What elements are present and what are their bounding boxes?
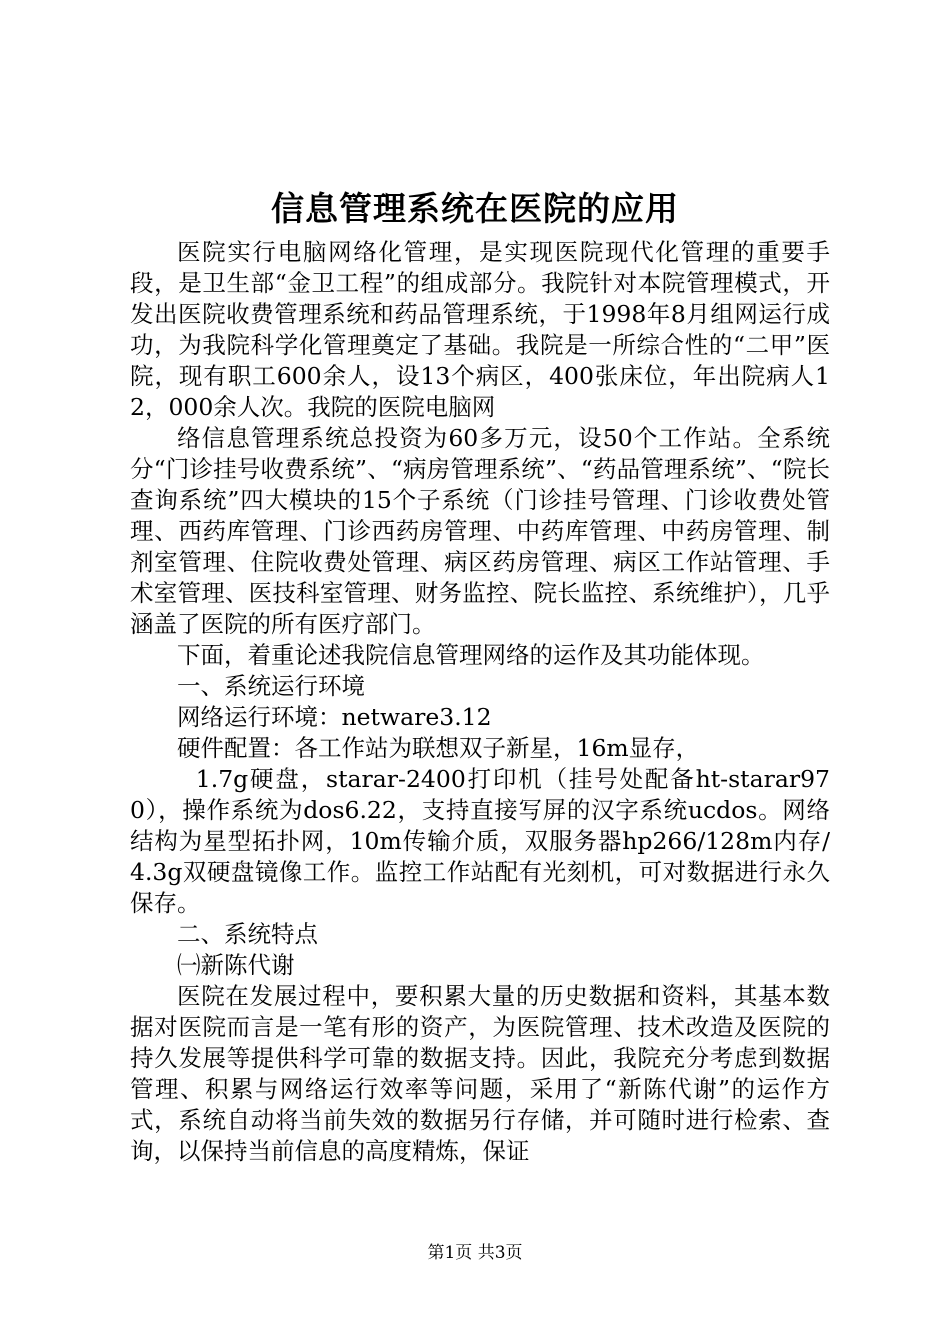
paragraph-metabolism: 医院在发展过程中，要积累大量的历史数据和资料，其基本数据对医院而言是一笔有形的资产，为医院管理、技术改造及医院的持久发展等提供科学可靠的数据支持。因此，我院充分考虑到数据管理、积累与网络运行效率等问题，采用了“新陈代谢”的运作方式，系统自动将当前失效的数据另行存储，并可随时进行检索、查询，以保持当前信息的高度精炼，保证	[130, 982, 830, 1165]
paragraph-lead: 下面，着重论述我院信息管理网络的运作及其功能体现。	[177, 641, 765, 669]
paragraph-intro: 医院实行电脑网络化管理，是实现医院现代化管理的重要手段，是卫生部“金卫工程”的组成部分。我院针对本院管理模式，开发出医院收费管理系统和药品管理系统，于1998年8月组网运行成功，为我院科学化管理奠定了基础。我院是一所综合性的“二甲”医院，现有职工600余人，设13个病区，400张床位，年出院病人12，000余人次。我院的医院电脑网	[130, 238, 830, 421]
section-heading-environment: 一、系统运行环境	[177, 672, 365, 700]
paragraph-network-env: 网络运行环境：netware3.12	[177, 703, 492, 731]
document-body	[130, 237, 830, 1167]
paragraph-hardware: 硬件配置：各工作站为联想双子新星，16m显存，	[177, 734, 700, 762]
section-heading-features: 二、系统特点	[177, 920, 318, 948]
paragraph-hardware-detail: 1.7g硬盘，starar-2400打印机（挂号处配备ht-starar970），操作系统为dos6.22，支持直接写屏的汉字系统ucdos。网络结构为星型拓扑网，10m传输介质，双服务器hp266/128m内存/4.3g双硬盘镜像工作。监控工作站配有光刻机，可对数据进行永久保存。	[130, 765, 830, 917]
subsection-heading-metabolism: ㈠新陈代谢	[177, 951, 295, 979]
document-title: 信息管理系统在医院的应用	[271, 189, 679, 228]
page-footer: 第1页 共3页	[427, 1243, 523, 1263]
paragraph-network: 络信息管理系统总投资为60多万元，设50个工作站。全系统分“门诊挂号收费系统”、“病房管理系统”、“药品管理系统”、“院长查询系统”四大模块的15个子系统（门诊挂号管理、门诊收费处管理、西药库管理、门诊西药房管理、中药库管理、中药房管理、制剂室管理、住院收费处管理、病区药房管理、病区工作站管理、手术室管理、医技科室管理、财务监控、院长监控、系统维护），几乎涵盖了医院的所有医疗部门。	[130, 424, 830, 638]
